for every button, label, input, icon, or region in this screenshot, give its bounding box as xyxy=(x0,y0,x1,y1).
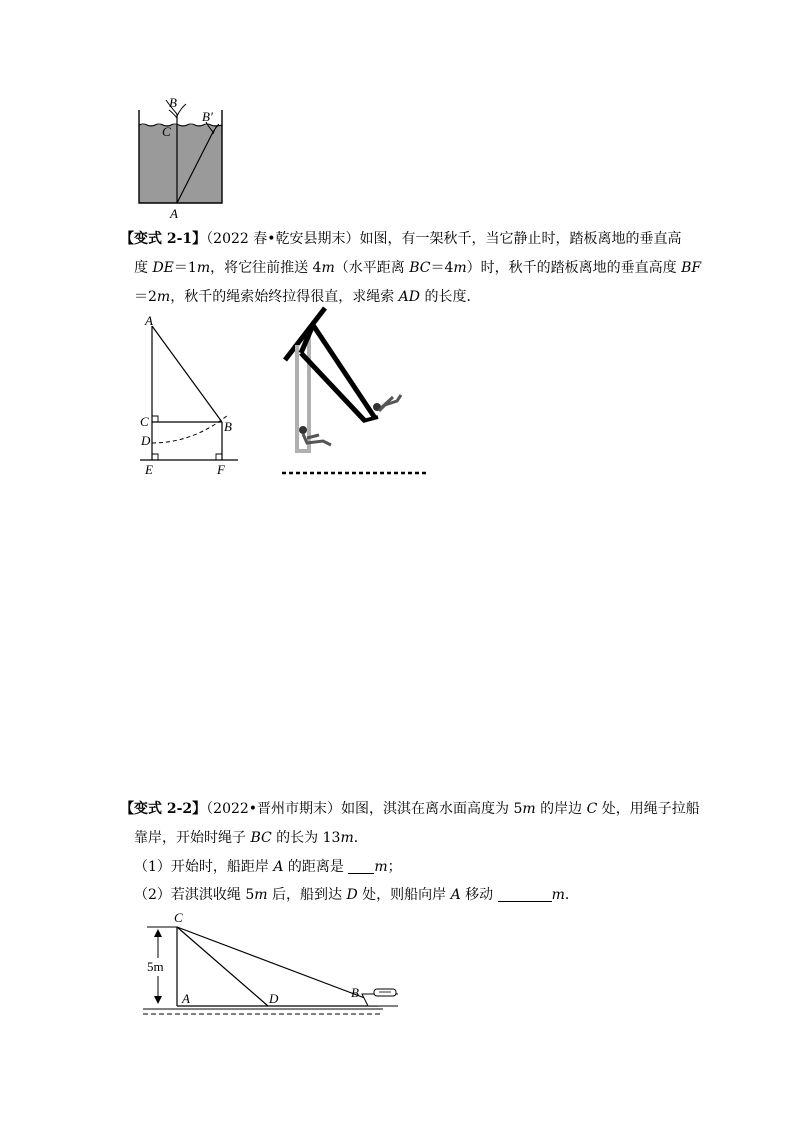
problem-2-1-line2: 度 DE＝1m，将它往前推送 4m（水平距离 BC＝4m）时，秋千的踏板离地的垂直高度 BF xyxy=(134,260,702,276)
problem-2-1-tag: 【变式 2-1】 xyxy=(120,231,207,247)
problem-2-2-question-2: （2）若淇淇收绳 5m 后，船到达 D 处，则船向岸 A 移动 m． xyxy=(134,887,579,903)
person-swinging-icon xyxy=(373,395,401,411)
swing-illustration xyxy=(275,305,440,480)
pushed-seat xyxy=(363,417,378,421)
boat-label-D: D xyxy=(269,991,279,1006)
problem-2-2-line1: 【变式 2-2】（2022•晋州市期末）如图，淇淇在离水面高度为 5m 的岸边 C 处，用绳子拉船 xyxy=(120,801,700,817)
right-angle-C xyxy=(152,416,158,422)
pond-label-C: C xyxy=(162,124,171,139)
swing-label-C: C xyxy=(140,414,149,429)
swing-label-D: D xyxy=(141,433,151,448)
person-resting-icon xyxy=(299,426,331,445)
swing-label-B: B xyxy=(224,419,232,434)
boat-label-B: B xyxy=(351,985,359,1000)
swing-geometry-figure xyxy=(135,312,250,477)
pond-figure xyxy=(120,92,240,222)
pond-label-A: A xyxy=(170,206,178,221)
problem-2-1-source: （2022 春•乾安县期末） xyxy=(206,231,360,247)
problem-2-1-line3: ＝2m，秋千的绳索始终拉得很直，求绳索 AD 的长度． xyxy=(134,289,481,305)
swing-label-F: F xyxy=(217,462,225,477)
rope-CB xyxy=(177,927,370,1000)
pushed-swing-frame xyxy=(301,325,375,421)
rope-CD xyxy=(177,927,268,1006)
boat-label-A: A xyxy=(182,991,190,1006)
water-hatch xyxy=(143,1009,383,1014)
problem-2-2-source: （2022•晋州市期末） xyxy=(206,801,342,817)
pond-label-B: B xyxy=(169,95,177,110)
pond-water xyxy=(139,125,222,203)
problem-2-1-line1: 【变式 2-1】（2022 春•乾安县期末）如图，有一架秋千，当它静止时，踏板离地的垂直高 xyxy=(120,231,682,247)
problem-2-2-line2: 靠岸，开始时绳子 BC 的长为 13m． xyxy=(134,830,368,846)
rope-AB xyxy=(152,326,222,422)
pond-label-B-prime: B′ xyxy=(202,109,213,124)
boat-label-C: C xyxy=(174,910,183,925)
right-angle-E xyxy=(152,454,158,460)
answer-blank-1[interactable] xyxy=(348,857,374,874)
swing-label-A: A xyxy=(145,313,153,328)
right-angle-F xyxy=(216,454,222,460)
height-label: 5m xyxy=(147,959,164,974)
boat-figure xyxy=(138,908,398,1023)
problem-2-2-tag: 【变式 2-2】 xyxy=(120,801,207,817)
answer-blank-2[interactable] xyxy=(498,885,552,902)
swing-arc xyxy=(152,415,228,443)
swing-label-E: E xyxy=(145,462,153,477)
boat-icon xyxy=(362,989,398,1006)
problem-2-2-question-1: （1）开始时，船距岸 A 的距离是 m； xyxy=(134,859,402,875)
